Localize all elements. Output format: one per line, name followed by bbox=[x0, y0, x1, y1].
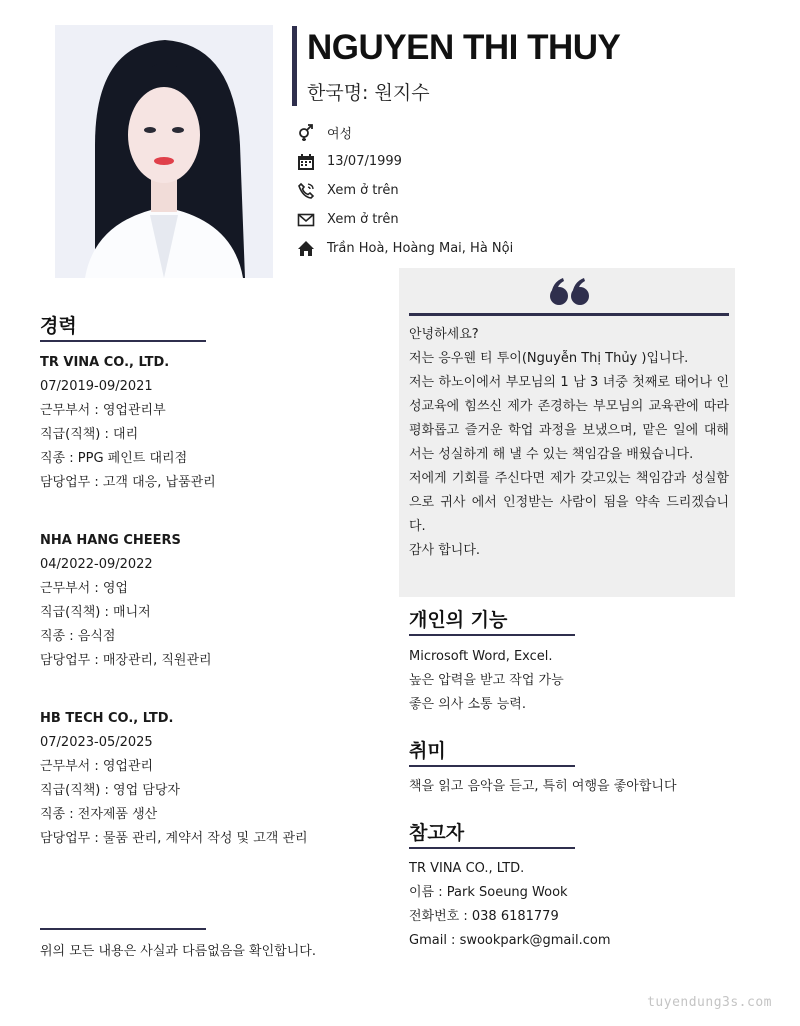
quote-icon bbox=[549, 276, 591, 310]
phone-text: Xem ở trên bbox=[327, 183, 399, 198]
job-company: TR VINA CO., LTD. bbox=[40, 355, 170, 370]
hobby-item: 책을 읽고 음악을 듣고, 특히 여행을 좋아합니다 bbox=[409, 779, 677, 794]
job-position: 직급(직책) : 영업 담당자 bbox=[40, 783, 180, 798]
job-position: 직급(직책) : 매니저 bbox=[40, 605, 151, 620]
intro-line: 저에게 기회를 주신다면 제가 갖고있는 책임감과 성실함으로 귀사 에서 인정받는 사람이 됨을 약속 드리겠습니다. bbox=[409, 471, 729, 534]
reference-item: 전화번호 : 038 6181779 bbox=[409, 909, 559, 924]
footer-statement: 위의 모든 내용은 사실과 다름없음을 확인합니다. bbox=[40, 944, 316, 959]
job-company: NHA HANG CHEERS bbox=[40, 533, 181, 548]
info-gender bbox=[297, 118, 657, 147]
info-birthdate bbox=[297, 147, 657, 176]
job-dept: 근무부서 : 영업관리 bbox=[40, 759, 154, 774]
intro-line: 감사 합니다. bbox=[409, 543, 481, 558]
hobby-list bbox=[409, 775, 749, 799]
skill-item: Microsoft Word, Excel. bbox=[409, 649, 553, 664]
skills-underline bbox=[409, 634, 575, 636]
job-dept: 근무부서 : 영업관리부 bbox=[40, 403, 166, 418]
skills-title: 개인의 기능 bbox=[409, 609, 508, 631]
job-type: 직종 : 전자제품 생산 bbox=[40, 807, 158, 822]
watermark: tuyendung3s.com bbox=[647, 995, 772, 1010]
intro-line: 저는 하노이에서 부모님의 1 남 3 녀중 첫째로 태어나 인성교육에 힘쓰신 제가 존경하는 부모님의 교육관에 따라 평화롭고 즐거운 학업 과정을 보냈으며, 맡은 일에 대해서는 성실하게 해 낼 수 있는 책임감을 배웠습니다. bbox=[409, 375, 729, 462]
birthdate-text: 13/07/1999 bbox=[327, 154, 402, 169]
skill-item: 좋은 의사 소통 능력. bbox=[409, 697, 526, 712]
job-company: HB TECH CO., LTD. bbox=[40, 711, 174, 726]
info-phone bbox=[297, 176, 657, 205]
profile-photo bbox=[55, 25, 273, 278]
job-duty: 담당업무 : 매장관리, 직원관리 bbox=[40, 653, 212, 668]
calendar-icon bbox=[297, 152, 327, 172]
job-entry bbox=[40, 351, 370, 495]
info-address bbox=[297, 234, 657, 263]
reference-item: TR VINA CO., LTD. bbox=[409, 861, 525, 876]
gender-icon bbox=[297, 123, 327, 143]
intro-text bbox=[409, 323, 729, 563]
skills-list bbox=[409, 645, 749, 717]
job-type: 직종 : PPG 페인트 대리점 bbox=[40, 451, 188, 466]
candidate-name: NGUYEN THI THUY bbox=[307, 28, 621, 67]
intro-line: 저는 응우웬 티 투이(Nguyễn Thị Thủy )입니다. bbox=[409, 351, 689, 366]
footer-divider bbox=[40, 928, 206, 930]
reference-list bbox=[409, 857, 749, 953]
job-position: 직급(직책) : 대리 bbox=[40, 427, 139, 442]
phone-icon bbox=[297, 181, 327, 201]
job-dept: 근무부서 : 영업 bbox=[40, 581, 128, 596]
name-accent-bar bbox=[292, 26, 297, 106]
address-text: Trần Hoà, Hoàng Mai, Hà Nội bbox=[327, 241, 514, 256]
job-period: 07/2019-09/2021 bbox=[40, 379, 153, 394]
intro-divider bbox=[409, 313, 729, 316]
reference-item: Gmail : swookpark@gmail.com bbox=[409, 933, 611, 948]
reference-item: 이름 : Park Soeung Wook bbox=[409, 885, 568, 900]
job-duty: 담당업무 : 고객 대응, 납품관리 bbox=[40, 475, 216, 490]
reference-title: 참고자 bbox=[409, 822, 465, 844]
home-icon bbox=[297, 239, 327, 259]
gender-text: 여성 bbox=[327, 127, 353, 142]
job-period: 04/2022-09/2022 bbox=[40, 557, 153, 572]
job-period: 07/2023-05/2025 bbox=[40, 735, 153, 750]
mail-icon bbox=[297, 210, 327, 230]
experience-underline bbox=[40, 340, 206, 342]
job-entry bbox=[40, 529, 370, 673]
hobby-underline bbox=[409, 765, 575, 767]
job-duty: 담당업무 : 물품 관리, 계약서 작성 및 고객 관리 bbox=[40, 831, 308, 846]
intro-box bbox=[399, 268, 735, 597]
info-email bbox=[297, 205, 657, 234]
job-type: 직종 : 음식점 bbox=[40, 629, 116, 644]
personal-info bbox=[297, 118, 657, 263]
korean-name: 한국명: 원지수 bbox=[307, 82, 430, 104]
reference-underline bbox=[409, 847, 575, 849]
intro-line: 안녕하세요? bbox=[409, 327, 479, 342]
email-text: Xem ở trên bbox=[327, 212, 399, 227]
experience-title: 경력 bbox=[40, 315, 77, 337]
job-entry bbox=[40, 707, 370, 851]
hobby-title: 취미 bbox=[409, 740, 446, 762]
skill-item: 높은 압력을 받고 작업 가능 bbox=[409, 673, 564, 688]
